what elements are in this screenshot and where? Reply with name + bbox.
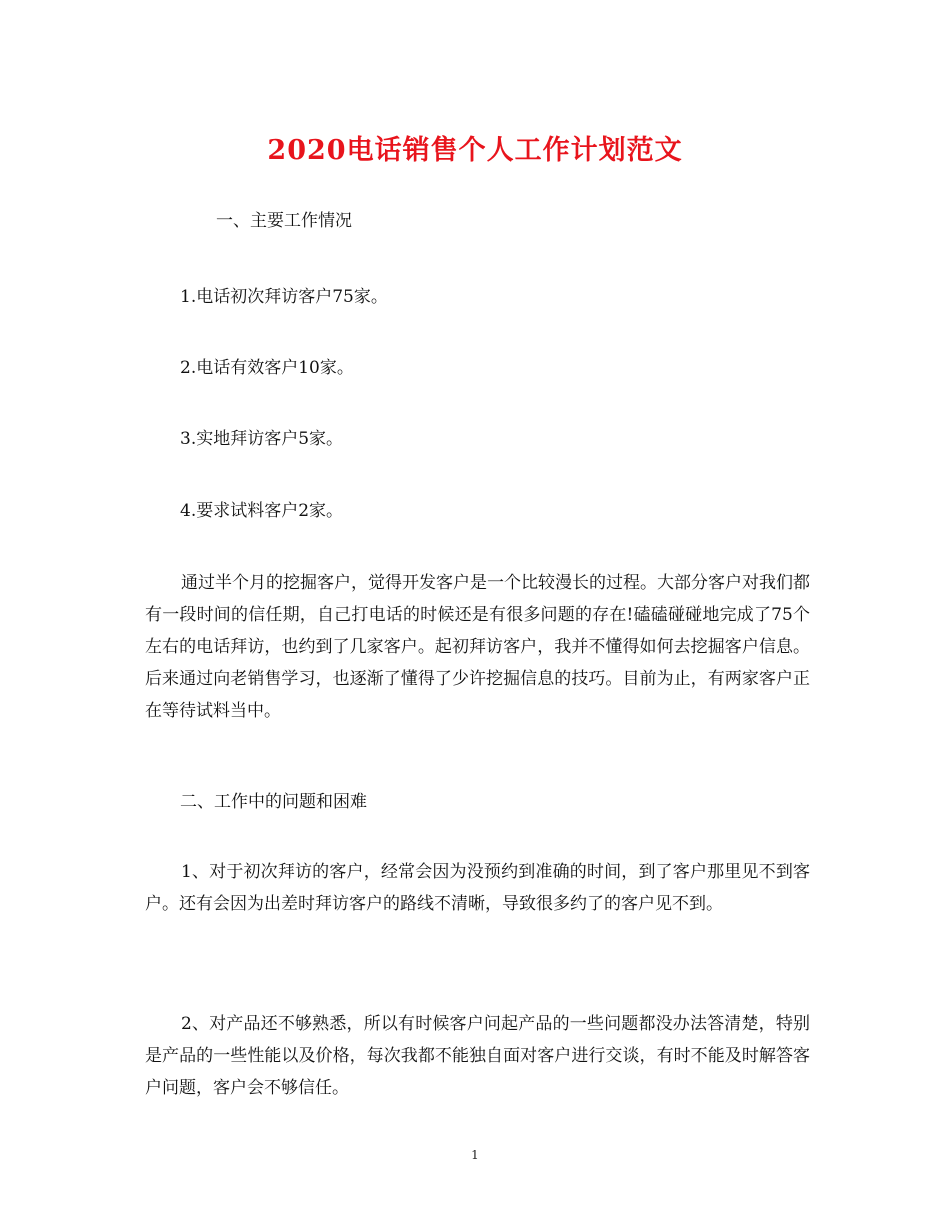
- section-heading-main-work: 一、主要工作情况: [216, 211, 352, 231]
- body-paragraph: 通过半个月的挖掘客户，觉得开发客户是一个比较漫长的过程。大部分客户对我们都有一段时间的信任期，自己打电话的时候还是有很多问题的存在!磕磕碰碰地完成了75个左右的电话拜访，也约到了几家客户。起初拜访客户，我并不懂得如何去挖掘客户信息。后来通过向老销售学习，也逐渐了懂得了少许挖掘信息的技巧。目前为止，有两家客户正在等待试料当中。: [145, 573, 810, 721]
- problem-paragraph: 2、对产品还不够熟悉，所以有时候客户问起产品的一些问题都没办法答清楚，特别是产品的一些性能以及价格，每次我都不能独自面对客户进行交谈，有时不能及时解答客户问题，客户会不够信任。: [145, 1014, 810, 1098]
- list-item: 3.实地拜访客户5家。: [180, 429, 344, 449]
- document-title: 2020电话销售个人工作计划范文: [267, 135, 683, 166]
- page-number: 1: [471, 1148, 479, 1162]
- list-item: 4.要求试料客户2家。: [180, 501, 344, 521]
- section-heading-problems: 二、工作中的问题和困难: [180, 792, 367, 812]
- problem-paragraph: 1、对于初次拜访的客户，经常会因为没预约到准确的时间，到了客户那里见不到客户。还有会因为出差时拜访客户的路线不清晰，导致很多约了的客户见不到。: [145, 862, 810, 914]
- list-item: 2.电话有效客户10家。: [180, 358, 354, 378]
- list-item: 1.电话初次拜访客户75家。: [180, 287, 388, 307]
